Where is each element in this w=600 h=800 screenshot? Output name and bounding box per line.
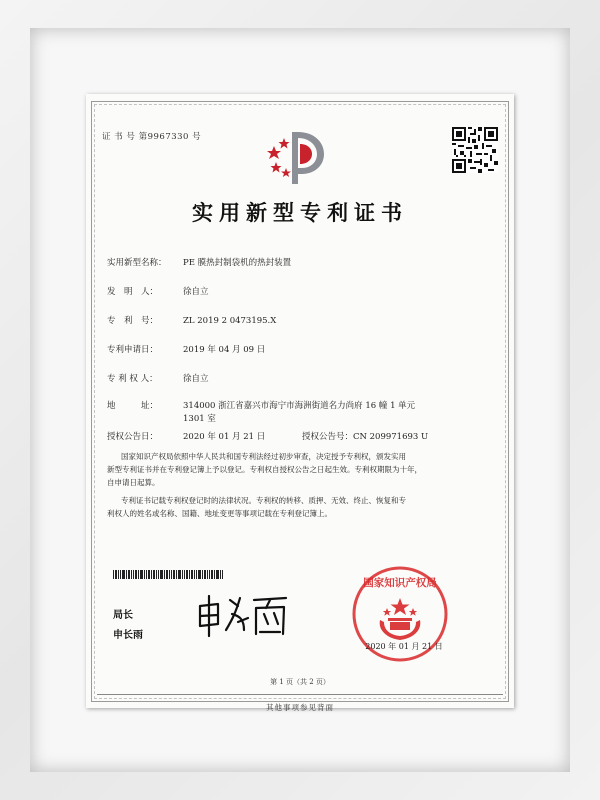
statement-line: 利权人的姓名或名称、国籍、地址变更等事项记载在专利登记簿上。 (107, 509, 332, 518)
statement-line: 专利证书记载专利权登记时的法律状况。专利权的转移、质押、无效、终止、恢复和专 (121, 496, 406, 505)
field-label: 地 址： (107, 401, 159, 411)
field-application-date (107, 345, 265, 356)
seal-date: 2020 年 01 月 21 日 (365, 642, 443, 651)
footer-divider (97, 694, 503, 695)
director-title: 局长 (113, 610, 133, 621)
cnipa-logo-icon (262, 124, 332, 188)
field-patentee (107, 374, 209, 385)
field-value: PE 膜热封制袋机的热封装置 (183, 258, 292, 268)
statement-paragraph-2 (107, 494, 495, 520)
field-label: 专 利 权 人： (107, 374, 158, 384)
field-label: 专 利 号： (107, 316, 159, 326)
field-value: 2019 年 04 月 09 日 (183, 345, 266, 355)
director-name: 申长雨 (113, 630, 143, 641)
certificate-title: 实用新型专利证书 (192, 200, 408, 225)
barcode-icon (113, 570, 223, 579)
field-label: 实用新型名称： (107, 258, 167, 268)
field-announcement-number: 授权公告号：CN 209971693 U (302, 432, 429, 442)
statement-paragraph-1 (107, 450, 495, 489)
field-inventor (107, 287, 209, 298)
field-address (107, 401, 415, 412)
director-signature (194, 592, 289, 638)
field-utility-model-name (107, 258, 291, 269)
page-number: 第 1 页（共 2 页） (270, 678, 330, 686)
field-grant-date (107, 432, 265, 443)
qr-code-icon (452, 127, 498, 173)
field-patent-number (107, 316, 276, 327)
field-label: 发 明 人： (107, 287, 159, 297)
statement-line: 新型专利证书并在专利登记簿上予以登记。专利权自授权公告之日起生效。专利权期限为十年， (107, 465, 422, 474)
field-value: 徐自立 (183, 374, 209, 384)
field-address-line2: 1301 室 (183, 414, 216, 424)
patent-certificate (86, 94, 514, 712)
field-value: 徐自立 (183, 287, 209, 297)
field-value: 314000 浙江省嘉兴市海宁市海洲街道名力尚府 16 幢 1 单元 (183, 401, 416, 411)
seal-text: 国家知识产权局 (363, 577, 437, 589)
certificate-number: 证 书 号 第9967330 号 (102, 132, 202, 142)
field-label: 专利申请日： (107, 345, 159, 355)
statement-line: 国家知识产权局依照中华人民共和国专利法经过初步审查，决定授予专利权，颁发实用 (121, 452, 406, 461)
statement-line: 自申请日起算。 (107, 478, 160, 487)
field-label: 授权公告日： (107, 432, 159, 442)
field-value: 2020 年 01 月 21 日 (183, 432, 266, 442)
field-value: ZL 2019 2 0473195.X (183, 316, 277, 326)
footer-note: 其他事项参见背面 (266, 703, 334, 712)
